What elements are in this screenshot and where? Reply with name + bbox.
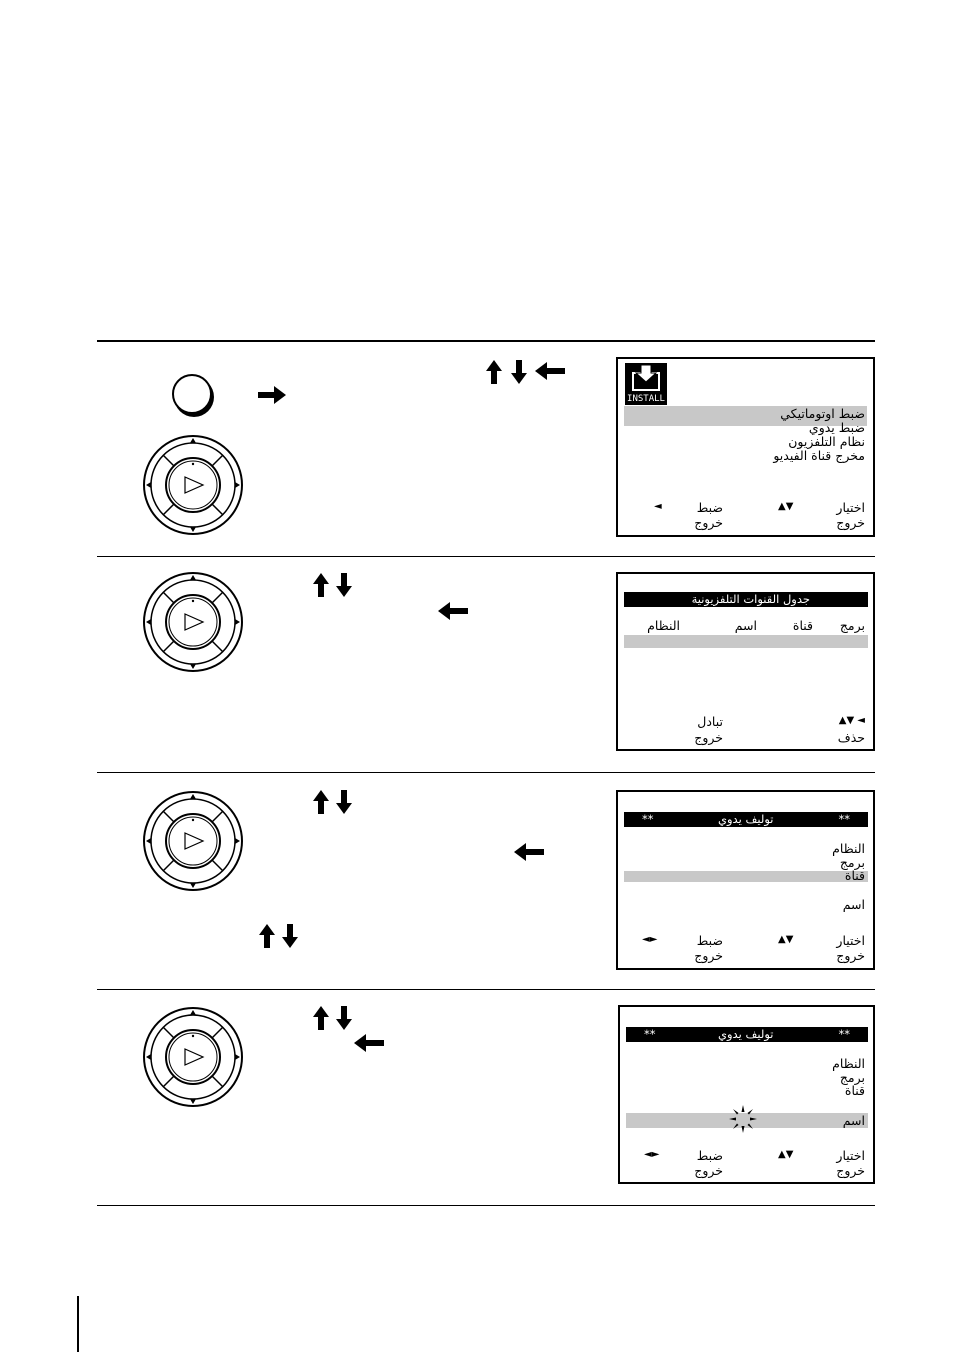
section-rule-1: [97, 556, 875, 557]
col-header-name: اسم: [734, 618, 757, 633]
section-rule-bottom: [97, 1205, 875, 1206]
footer-select-label: اختيار: [836, 933, 865, 948]
osd-install-menu: [616, 357, 875, 537]
col-header-channel: قناة: [792, 618, 813, 633]
footer-nav-symbols: ◄ ▼▲: [838, 715, 865, 726]
footer-set-label: ضبط: [696, 933, 723, 948]
jog-dial-icon[interactable]: [142, 1006, 244, 1108]
title-stars-left: **: [644, 1027, 656, 1041]
field-system-label: النظام: [832, 841, 865, 856]
arrow-up-icon: [313, 790, 329, 814]
jog-dial-icon[interactable]: [142, 434, 244, 536]
footer-exit-left: خروج: [694, 948, 723, 963]
page-margin-line: [77, 1296, 79, 1352]
blinking-cursor-icon: [728, 1104, 758, 1134]
field-program-label: برمج: [839, 855, 865, 870]
section-rule-top: [97, 340, 875, 342]
col-header-program: برمج: [839, 618, 865, 633]
footer-exit-right: خروج: [836, 515, 865, 530]
col-header-system: النظام: [647, 618, 680, 633]
field-name-label: اسم: [842, 1113, 865, 1128]
footer-exit-label: خروج: [694, 730, 723, 745]
download-icon: [625, 363, 667, 393]
arrow-down-icon: [282, 924, 298, 948]
menu-item-manual-set[interactable]: ضبط يدوي: [808, 420, 865, 435]
section-rule-2: [97, 772, 875, 773]
arrow-down-icon: [511, 360, 527, 384]
footer-set-symbol: ◄: [654, 501, 662, 512]
field-name-label: اسم: [842, 897, 865, 912]
osd-manual-tune-name: [618, 1005, 875, 1184]
arrow-down-icon: [336, 573, 352, 597]
jog-dial-icon[interactable]: [142, 790, 244, 892]
manual-tune-title-bar: [626, 1027, 868, 1042]
jog-dial-icon[interactable]: [142, 571, 244, 673]
osd-manual-tune-channel: [616, 790, 875, 970]
title-stars-right: **: [838, 812, 850, 826]
footer-select-symbol: ▲▼: [778, 934, 794, 945]
field-channel-highlight[interactable]: [624, 868, 868, 883]
footer-set-symbol: ◄►: [642, 934, 658, 945]
menu-item-rf-channel[interactable]: مخرج قناة الفيديو: [773, 448, 865, 463]
install-logo-label: INSTALL: [627, 394, 665, 404]
arrow-left-icon: [354, 1034, 384, 1052]
channel-table-title: جدول القنوات التلفزيونية: [691, 592, 810, 606]
channel-table-title-bar: [624, 592, 868, 607]
arrow-left-icon: [535, 362, 565, 380]
footer-delete-label: حذف: [837, 730, 865, 745]
footer-exit-right: خروج: [836, 1163, 865, 1178]
menu-item-auto-set[interactable]: ضبط اوتوماتيكي: [780, 406, 865, 421]
install-logo-icon: [625, 363, 667, 405]
osd-channel-table: [616, 572, 875, 751]
menu-button[interactable]: [172, 374, 212, 414]
manual-tune-title: توليف يدوي: [718, 812, 774, 826]
title-stars-left: **: [642, 812, 654, 826]
menu-item-tv-system[interactable]: نظام التلفزيون: [788, 434, 865, 449]
arrow-left-icon: [438, 602, 468, 620]
section-rule-3: [97, 989, 875, 990]
manual-tune-title: توليف يدوي: [718, 1027, 774, 1041]
field-channel-label: قناة: [844, 1083, 865, 1098]
field-system-label: النظام: [832, 1056, 865, 1071]
field-channel-label: قناة: [844, 868, 865, 883]
footer-exit-left: خروج: [694, 515, 723, 530]
footer-exit-left: خروج: [694, 1163, 723, 1178]
footer-set-symbol: ◄►: [644, 1149, 660, 1160]
arrow-left-icon: [514, 843, 544, 861]
footer-select-label: اختيار: [836, 500, 865, 515]
footer-set-label: ضبط: [696, 500, 723, 515]
arrow-right-icon: [258, 386, 288, 404]
title-stars-right: **: [838, 1027, 850, 1041]
arrow-down-icon: [336, 1006, 352, 1030]
arrow-up-icon: [486, 360, 502, 384]
footer-exit-right: خروج: [836, 948, 865, 963]
channel-row-highlight[interactable]: [624, 635, 868, 648]
footer-select-symbol: ▲▼: [778, 1149, 794, 1160]
footer-set-label: ضبط: [696, 1148, 723, 1163]
footer-select-label: اختيار: [836, 1148, 865, 1163]
arrow-up-icon: [259, 924, 275, 948]
arrow-up-icon: [313, 1006, 329, 1030]
arrow-up-icon: [313, 573, 329, 597]
footer-select-symbol: ▲▼: [778, 501, 794, 512]
footer-swap-label: تبادل: [697, 714, 723, 729]
field-program-label: برمج: [839, 1070, 865, 1085]
arrow-down-icon: [336, 790, 352, 814]
manual-tune-title-bar: [624, 812, 868, 827]
